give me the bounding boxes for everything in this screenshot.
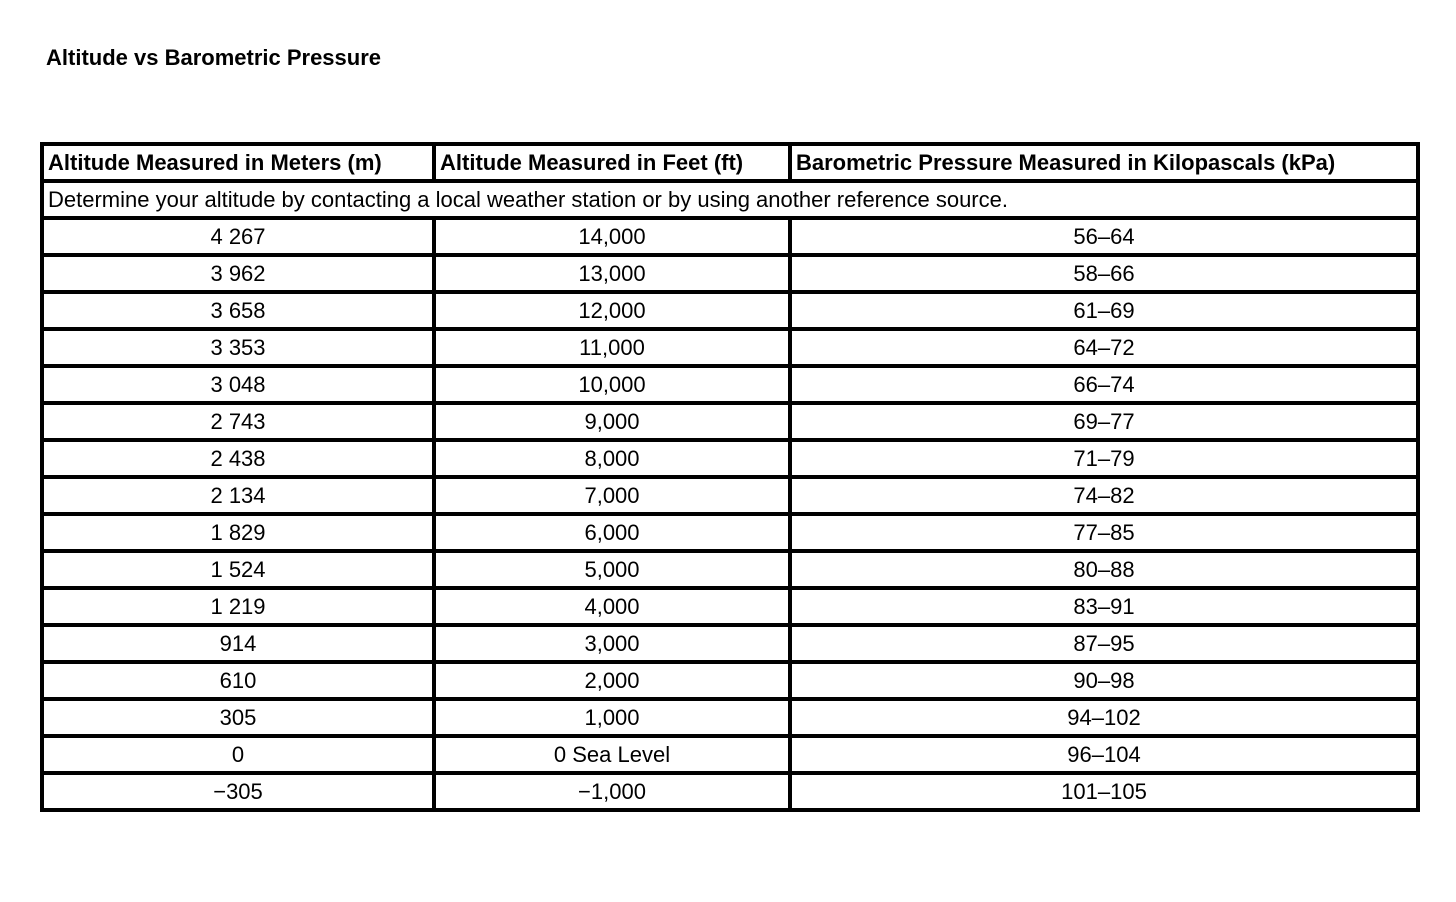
altitude-pressure-table xyxy=(40,142,1420,812)
pressure-cell: 80–88 xyxy=(790,551,1418,588)
meters-cell: −305 xyxy=(42,773,434,810)
meters-cell: 914 xyxy=(42,625,434,662)
table-row xyxy=(42,292,1418,329)
table-row xyxy=(42,329,1418,366)
meters-cell: 3 353 xyxy=(42,329,434,366)
table-row xyxy=(42,255,1418,292)
meters-cell: 2 743 xyxy=(42,403,434,440)
table-row xyxy=(42,773,1418,810)
feet-cell: 2,000 xyxy=(434,662,790,699)
pressure-cell: 66–74 xyxy=(790,366,1418,403)
table-row xyxy=(42,736,1418,773)
header-meters: Altitude Measured in Meters (m) xyxy=(42,144,434,181)
feet-cell: 4,000 xyxy=(434,588,790,625)
pressure-cell: 71–79 xyxy=(790,440,1418,477)
feet-cell: −1,000 xyxy=(434,773,790,810)
table-row xyxy=(42,440,1418,477)
table-row xyxy=(42,551,1418,588)
feet-cell: 1,000 xyxy=(434,699,790,736)
feet-cell: 13,000 xyxy=(434,255,790,292)
table-row xyxy=(42,403,1418,440)
pressure-cell: 64–72 xyxy=(790,329,1418,366)
table-row xyxy=(42,218,1418,255)
table-note: Determine your altitude by contacting a local weather station or by using another reference source. xyxy=(42,181,1418,218)
table-row xyxy=(42,514,1418,551)
table-header-row xyxy=(42,144,1418,181)
feet-cell: 12,000 xyxy=(434,292,790,329)
table-row xyxy=(42,662,1418,699)
meters-cell: 2 134 xyxy=(42,477,434,514)
feet-cell: 9,000 xyxy=(434,403,790,440)
header-feet: Altitude Measured in Feet (ft) xyxy=(434,144,790,181)
pressure-cell: 83–91 xyxy=(790,588,1418,625)
feet-cell: 6,000 xyxy=(434,514,790,551)
table-note-row xyxy=(42,181,1418,218)
feet-cell: 8,000 xyxy=(434,440,790,477)
table-row xyxy=(42,366,1418,403)
table-row xyxy=(42,699,1418,736)
feet-cell: 14,000 xyxy=(434,218,790,255)
feet-cell: 0 Sea Level xyxy=(434,736,790,773)
meters-cell: 4 267 xyxy=(42,218,434,255)
meters-cell: 3 658 xyxy=(42,292,434,329)
table-row xyxy=(42,477,1418,514)
pressure-cell: 77–85 xyxy=(790,514,1418,551)
pressure-cell: 69–77 xyxy=(790,403,1418,440)
pressure-cell: 90–98 xyxy=(790,662,1418,699)
pressure-cell: 87–95 xyxy=(790,625,1418,662)
meters-cell: 1 524 xyxy=(42,551,434,588)
feet-cell: 3,000 xyxy=(434,625,790,662)
pressure-cell: 61–69 xyxy=(790,292,1418,329)
pressure-cell: 101–105 xyxy=(790,773,1418,810)
pressure-cell: 94–102 xyxy=(790,699,1418,736)
feet-cell: 11,000 xyxy=(434,329,790,366)
page-title: Altitude vs Barometric Pressure xyxy=(46,45,382,70)
pressure-cell: 58–66 xyxy=(790,255,1418,292)
meters-cell: 610 xyxy=(42,662,434,699)
table-row xyxy=(42,588,1418,625)
pressure-cell: 96–104 xyxy=(790,736,1418,773)
table-row xyxy=(42,625,1418,662)
meters-cell: 3 048 xyxy=(42,366,434,403)
feet-cell: 10,000 xyxy=(434,366,790,403)
meters-cell: 305 xyxy=(42,699,434,736)
pressure-cell: 56–64 xyxy=(790,218,1418,255)
meters-cell: 2 438 xyxy=(42,440,434,477)
pressure-cell: 74–82 xyxy=(790,477,1418,514)
meters-cell: 3 962 xyxy=(42,255,434,292)
meters-cell: 1 219 xyxy=(42,588,434,625)
meters-cell: 1 829 xyxy=(42,514,434,551)
feet-cell: 5,000 xyxy=(434,551,790,588)
feet-cell: 7,000 xyxy=(434,477,790,514)
meters-cell: 0 xyxy=(42,736,434,773)
header-pressure: Barometric Pressure Measured in Kilopascals (kPa) xyxy=(790,144,1418,181)
